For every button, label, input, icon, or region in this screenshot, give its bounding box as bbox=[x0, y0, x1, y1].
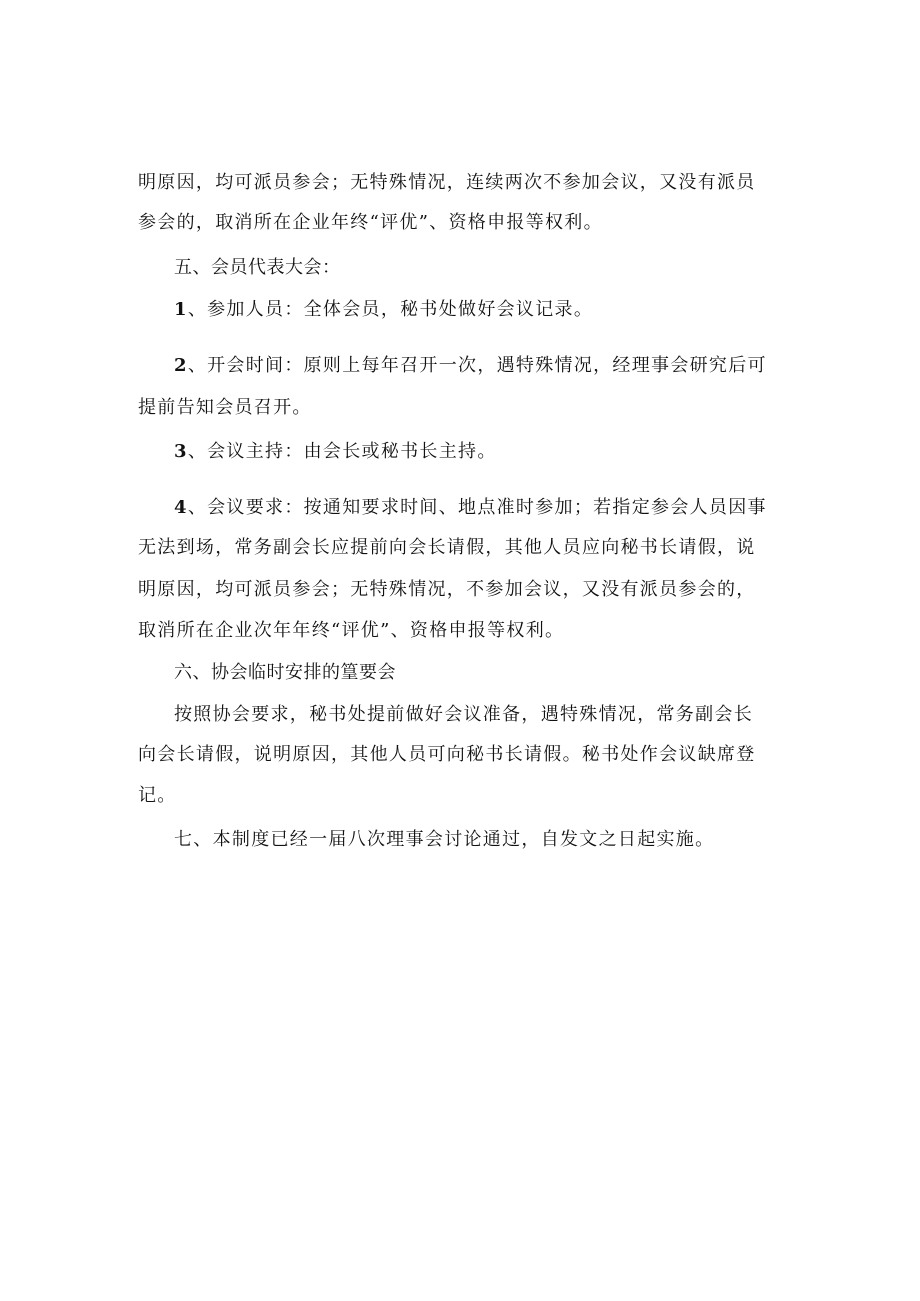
paragraph-line: 无法到场，常务副会长应提前向会长请假，其他人员应向秘书长请假，说 bbox=[138, 537, 756, 558]
item-number: 2 bbox=[174, 355, 188, 376]
paragraph-line: 明原因，均可派员参会；无特殊情况，不参加会议，又没有派员参会的， bbox=[138, 579, 756, 600]
item-number: 4 bbox=[174, 497, 188, 518]
list-item-4 bbox=[174, 496, 788, 520]
paragraph-line: 参会的，取消所在企业年终“评优”、资格申报等权利。 bbox=[138, 212, 603, 233]
item-text: 、会议主持：由会长或秘书长主持。 bbox=[187, 441, 497, 462]
paragraph-line: 明原因，均可派员参会；无特殊情况，连续两次不参加会议，又没有派员 bbox=[138, 172, 756, 193]
paragraph-line: 提前告知会员召开。 bbox=[138, 397, 312, 418]
paragraph-line: 向会长请假，说明原因，其他人员可向秘书长请假。秘书处作会议缺席登 bbox=[138, 744, 756, 765]
item-text: 、开会时间：原则上每年召开一次，遇特殊情况，经理事会研究后可 bbox=[187, 355, 767, 376]
section-heading-6: 六、协会临时安排的篁要会 bbox=[174, 662, 396, 683]
list-item-1 bbox=[174, 298, 788, 322]
paragraph-line: 取消所在企业次年年终“评优”、资格申报等权利。 bbox=[138, 620, 565, 641]
section-7-text: 七、本制度已经一届八次理事会讨论通过，自发文之日起实施。 bbox=[174, 829, 715, 850]
section-heading-5: 五、会员代表大会： bbox=[174, 257, 341, 278]
item-number: 3 bbox=[174, 441, 188, 462]
item-text: 、会议要求：按通知要求时间、地点准时参加；若指定参会人员因事 bbox=[187, 497, 767, 518]
item-text: 、参加人员：全体会员，秘书处做好会议记录。 bbox=[187, 299, 594, 320]
item-number: 1 bbox=[174, 299, 188, 320]
paragraph-line: 按照协会要求，秘书处提前做好会议准备，遇特殊情况，常务副会长 bbox=[174, 704, 753, 725]
paragraph-line: 记。 bbox=[138, 785, 177, 806]
list-item-2 bbox=[174, 354, 788, 378]
list-item-3 bbox=[174, 440, 788, 464]
